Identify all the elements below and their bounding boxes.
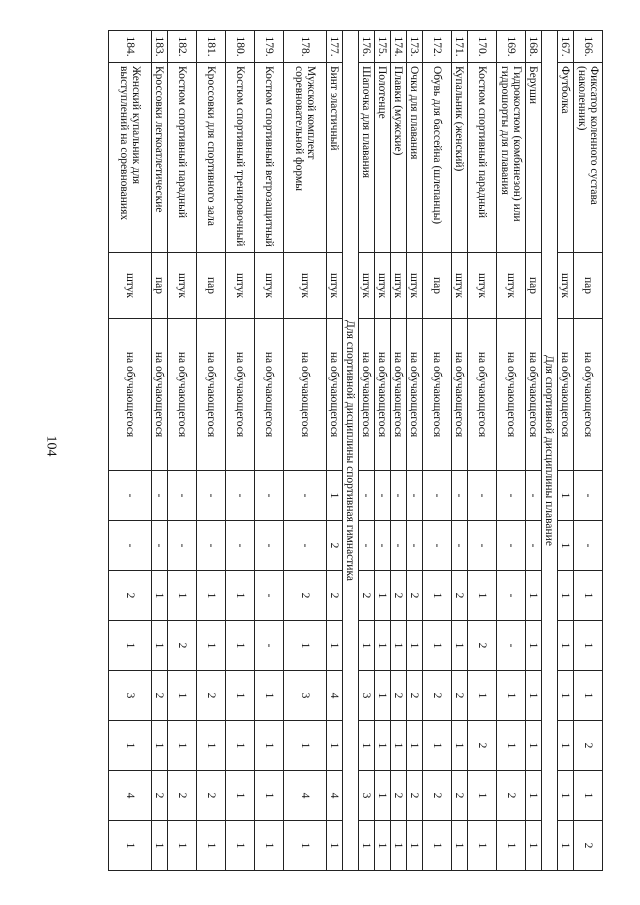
value-cell: 1	[152, 621, 168, 671]
item-name: Полотенце	[375, 63, 391, 253]
unit-cell: штук	[226, 253, 255, 319]
value-cell: 1	[558, 771, 574, 821]
row-number: 173.	[407, 31, 423, 63]
value-cell: 1	[375, 821, 391, 871]
page-number: 104	[43, 435, 59, 457]
value-cell: 1	[284, 821, 327, 871]
value-cell: -	[359, 521, 375, 571]
table-row	[327, 31, 343, 871]
value-cell: -	[452, 471, 468, 521]
value-cell: 1	[452, 821, 468, 871]
value-cell: 1	[468, 821, 497, 871]
value-cell: -	[255, 521, 284, 571]
unit-cell: штук	[284, 253, 327, 319]
value-cell: 3	[284, 671, 327, 721]
item-name: Купальник (женский)	[452, 63, 468, 253]
value-cell: 1	[152, 821, 168, 871]
item-name: Костюм спортивный парадный	[468, 63, 497, 253]
value-cell: -	[197, 471, 226, 521]
value-cell: -	[197, 521, 226, 571]
row-number: 174.	[391, 31, 407, 63]
basis-cell: на обучающегося	[284, 319, 327, 471]
value-cell: 1	[558, 671, 574, 721]
value-cell: 2	[284, 571, 327, 621]
item-name: Костюм спортивный ветрозащитный	[255, 63, 284, 253]
row-number: 175.	[375, 31, 391, 63]
value-cell: 1	[327, 471, 343, 521]
value-cell: 2	[574, 721, 603, 771]
value-cell: 2	[468, 721, 497, 771]
value-cell: -	[226, 471, 255, 521]
item-name: Мужской комплект соревновательной формы	[284, 63, 327, 253]
value-cell: 1	[255, 671, 284, 721]
value-cell: -	[226, 521, 255, 571]
value-cell: 1	[226, 621, 255, 671]
value-cell: 1	[109, 721, 152, 771]
item-name: Костюм спортивный парадный	[168, 63, 197, 253]
value-cell: 2	[423, 671, 452, 721]
table-row	[375, 31, 391, 871]
item-name: Женский купальник для выступлений на соревнованиях	[109, 63, 152, 253]
value-cell: 1	[558, 571, 574, 621]
unit-cell: пар	[152, 253, 168, 319]
unit-cell: штук	[468, 253, 497, 319]
value-cell: 2	[497, 771, 526, 821]
value-cell: 1	[375, 671, 391, 721]
value-cell: -	[452, 521, 468, 571]
value-cell: 1	[375, 771, 391, 821]
basis-cell: на обучающегося	[423, 319, 452, 471]
value-cell: 3	[109, 671, 152, 721]
basis-cell: на обучающегося	[109, 319, 152, 471]
value-cell: 1	[284, 621, 327, 671]
value-cell: -	[391, 521, 407, 571]
value-cell: -	[152, 471, 168, 521]
value-cell: -	[497, 471, 526, 521]
table-row	[255, 31, 284, 871]
value-cell: 1	[359, 721, 375, 771]
row-number: 183.	[152, 31, 168, 63]
unit-cell: штук	[391, 253, 407, 319]
item-name: Костюм спортивный тренировочный	[226, 63, 255, 253]
value-cell: 1	[226, 571, 255, 621]
item-name: Кроссовки для спортивного зала	[197, 63, 226, 253]
unit-cell: штук	[452, 253, 468, 319]
table-row	[284, 31, 327, 871]
value-cell: 2	[407, 771, 423, 821]
row-number: 170.	[468, 31, 497, 63]
value-cell: -	[423, 521, 452, 571]
value-cell: 2	[109, 571, 152, 621]
value-cell: 1	[168, 671, 197, 721]
value-cell: 3	[359, 671, 375, 721]
value-cell: 1	[574, 671, 603, 721]
value-cell: 1	[558, 471, 574, 521]
value-cell: 1	[359, 821, 375, 871]
value-cell: 1	[255, 821, 284, 871]
section-title-gymnastics: Для спортивной дисциплины спортивная гимнастика	[343, 31, 359, 871]
value-cell: 1	[423, 621, 452, 671]
value-cell: -	[255, 621, 284, 671]
value-cell: 4	[327, 771, 343, 821]
value-cell: 1	[558, 821, 574, 871]
value-cell: 1	[574, 621, 603, 671]
value-cell: -	[526, 471, 542, 521]
value-cell: 2	[407, 671, 423, 721]
value-cell: 2	[391, 571, 407, 621]
row-number: 172.	[423, 31, 452, 63]
value-cell: 1	[407, 821, 423, 871]
value-cell: 1	[152, 571, 168, 621]
value-cell: 1	[255, 771, 284, 821]
basis-cell: на обучающегося	[452, 319, 468, 471]
table-row	[109, 31, 152, 871]
value-cell: -	[152, 521, 168, 571]
table-row	[423, 31, 452, 871]
table-row	[452, 31, 468, 871]
value-cell: 1	[152, 721, 168, 771]
basis-cell: на обучающегося	[197, 319, 226, 471]
value-cell: 2	[168, 621, 197, 671]
item-name: Шапочка для плавания	[359, 63, 375, 253]
unit-cell: штук	[359, 253, 375, 319]
table-group-general	[558, 31, 603, 871]
value-cell: 1	[423, 721, 452, 771]
value-cell: 4	[109, 771, 152, 821]
value-cell: -	[284, 521, 327, 571]
value-cell: 1	[327, 821, 343, 871]
value-cell: 1	[497, 721, 526, 771]
value-cell: -	[109, 521, 152, 571]
basis-cell: на обучающегося	[327, 319, 343, 471]
table-row	[468, 31, 497, 871]
value-cell: -	[255, 571, 284, 621]
table-row	[152, 31, 168, 871]
row-number: 167.	[558, 31, 574, 63]
value-cell: -	[255, 471, 284, 521]
value-cell: 2	[452, 571, 468, 621]
basis-cell: на обучающегося	[407, 319, 423, 471]
unit-cell: штук	[497, 253, 526, 319]
item-name: Очки для плавания	[407, 63, 423, 253]
value-cell: 2	[152, 671, 168, 721]
value-cell: 1	[526, 621, 542, 671]
value-cell: 1	[375, 571, 391, 621]
value-cell: 2	[152, 771, 168, 821]
item-name: Бинт эластичный	[327, 63, 343, 253]
value-cell: 2	[197, 771, 226, 821]
row-number: 179.	[255, 31, 284, 63]
value-cell: -	[423, 471, 452, 521]
value-cell: 1	[526, 821, 542, 871]
value-cell: 2	[168, 771, 197, 821]
value-cell: 1	[407, 621, 423, 671]
section-title-swimming: Для спортивной дисциплины плавание	[542, 31, 558, 871]
value-cell: 4	[284, 771, 327, 821]
value-cell: 4	[327, 671, 343, 721]
value-cell: 1	[197, 621, 226, 671]
value-cell: 1	[327, 621, 343, 671]
value-cell: 1	[197, 821, 226, 871]
unit-cell: пар	[423, 253, 452, 319]
value-cell: 2	[327, 571, 343, 621]
basis-cell: на обучающегося	[391, 319, 407, 471]
unit-cell: штук	[375, 253, 391, 319]
row-number: 166.	[574, 31, 603, 63]
value-cell: 1	[168, 821, 197, 871]
rotated-table-container	[43, 30, 603, 870]
basis-cell: на обучающегося	[255, 319, 284, 471]
value-cell: 1	[226, 721, 255, 771]
row-number: 171.	[452, 31, 468, 63]
value-cell: 1	[359, 621, 375, 671]
table-row	[526, 31, 542, 871]
table-row	[407, 31, 423, 871]
value-cell: 2	[197, 671, 226, 721]
value-cell: -	[168, 471, 197, 521]
basis-cell: на обучающегося	[152, 319, 168, 471]
value-cell: 1	[452, 721, 468, 771]
value-cell: -	[526, 521, 542, 571]
equipment-table	[108, 30, 603, 871]
table-row	[558, 31, 574, 871]
section-row-swimming	[542, 31, 558, 871]
value-cell: 2	[327, 521, 343, 571]
value-cell: 1	[468, 671, 497, 721]
value-cell: -	[168, 521, 197, 571]
table-row	[497, 31, 526, 871]
value-cell: 2	[468, 621, 497, 671]
row-number: 178.	[284, 31, 327, 63]
value-cell: 1	[468, 571, 497, 621]
value-cell: 1	[255, 721, 284, 771]
basis-cell: на обучающегося	[497, 319, 526, 471]
value-cell: 3	[359, 771, 375, 821]
value-cell: 1	[452, 621, 468, 671]
unit-cell: пар	[574, 253, 603, 319]
value-cell: 1	[327, 721, 343, 771]
item-name: Футболка	[558, 63, 574, 253]
section-row-gymnastics	[343, 31, 359, 871]
value-cell: 1	[423, 571, 452, 621]
value-cell: 1	[391, 721, 407, 771]
basis-cell: на обучающегося	[574, 319, 603, 471]
table-group-swimming	[359, 31, 542, 871]
value-cell: 2	[423, 771, 452, 821]
value-cell: 1	[526, 671, 542, 721]
value-cell: -	[284, 471, 327, 521]
value-cell: 1	[391, 821, 407, 871]
value-cell: 1	[375, 621, 391, 671]
item-name: Фиксатор коленного сустава (наколенник)	[574, 63, 603, 253]
value-cell: 2	[391, 771, 407, 821]
value-cell: 2	[574, 821, 603, 871]
value-cell: -	[468, 521, 497, 571]
row-number: 181.	[197, 31, 226, 63]
value-cell: -	[375, 471, 391, 521]
value-cell: 1	[109, 621, 152, 671]
basis-cell: на обучающегося	[468, 319, 497, 471]
unit-cell: штук	[168, 253, 197, 319]
value-cell: 1	[497, 671, 526, 721]
table-row	[391, 31, 407, 871]
value-cell: -	[407, 471, 423, 521]
row-number: 180.	[226, 31, 255, 63]
value-cell: -	[497, 621, 526, 671]
value-cell: -	[407, 521, 423, 571]
unit-cell: штук	[255, 253, 284, 319]
value-cell: 1	[197, 571, 226, 621]
unit-cell: штук	[558, 253, 574, 319]
basis-cell: на обучающегося	[375, 319, 391, 471]
value-cell: 2	[452, 771, 468, 821]
table-row	[197, 31, 226, 871]
value-cell: 1	[526, 571, 542, 621]
value-cell: 1	[558, 621, 574, 671]
value-cell: 1	[226, 771, 255, 821]
unit-cell: пар	[526, 253, 542, 319]
value-cell: 1	[226, 821, 255, 871]
basis-cell: на обучающегося	[558, 319, 574, 471]
row-number: 168.	[526, 31, 542, 63]
table-group-gymnastics	[109, 31, 343, 871]
unit-cell: пар	[197, 253, 226, 319]
basis-cell: на обучающегося	[168, 319, 197, 471]
value-cell: 1	[226, 671, 255, 721]
row-number: 169.	[497, 31, 526, 63]
value-cell: -	[574, 521, 603, 571]
table-row	[574, 31, 603, 871]
unit-cell: штук	[407, 253, 423, 319]
value-cell: 1	[558, 721, 574, 771]
value-cell: -	[359, 471, 375, 521]
value-cell: 1	[423, 821, 452, 871]
row-number: 182.	[168, 31, 197, 63]
value-cell: -	[574, 471, 603, 521]
table-row	[226, 31, 255, 871]
value-cell: -	[391, 471, 407, 521]
value-cell: 2	[391, 671, 407, 721]
value-cell: 1	[375, 721, 391, 771]
value-cell: 1	[574, 571, 603, 621]
value-cell: 2	[359, 571, 375, 621]
value-cell: 1	[558, 521, 574, 571]
row-number: 176.	[359, 31, 375, 63]
item-name: Кроссовки легкоатлетические	[152, 63, 168, 253]
value-cell: 1	[526, 721, 542, 771]
value-cell: 2	[407, 571, 423, 621]
value-cell: 1	[197, 721, 226, 771]
unit-cell: штук	[109, 253, 152, 319]
value-cell: 1	[284, 721, 327, 771]
value-cell: 1	[168, 721, 197, 771]
item-name: Гидрокостюм (комбинезон) или гидрошорты для плавания	[497, 63, 526, 253]
value-cell: 1	[168, 571, 197, 621]
table-row	[168, 31, 197, 871]
value-cell: 1	[468, 771, 497, 821]
basis-cell: на обучающегося	[526, 319, 542, 471]
value-cell: -	[468, 471, 497, 521]
value-cell: 1	[497, 821, 526, 871]
item-name: Обувь для бассейна (шлепанцы)	[423, 63, 452, 253]
value-cell: 1	[407, 721, 423, 771]
value-cell: -	[375, 521, 391, 571]
basis-cell: на обучающегося	[226, 319, 255, 471]
value-cell: -	[497, 571, 526, 621]
value-cell: 1	[526, 771, 542, 821]
unit-cell: штук	[327, 253, 343, 319]
row-number: 177.	[327, 31, 343, 63]
value-cell: -	[497, 521, 526, 571]
value-cell: -	[109, 471, 152, 521]
table-row	[359, 31, 375, 871]
value-cell: 1	[109, 821, 152, 871]
value-cell: 2	[452, 671, 468, 721]
row-number: 184.	[109, 31, 152, 63]
item-name: Беруши	[526, 63, 542, 253]
basis-cell: на обучающегося	[359, 319, 375, 471]
value-cell: 1	[574, 771, 603, 821]
item-name: Плавки (мужские)	[391, 63, 407, 253]
value-cell: 1	[391, 621, 407, 671]
